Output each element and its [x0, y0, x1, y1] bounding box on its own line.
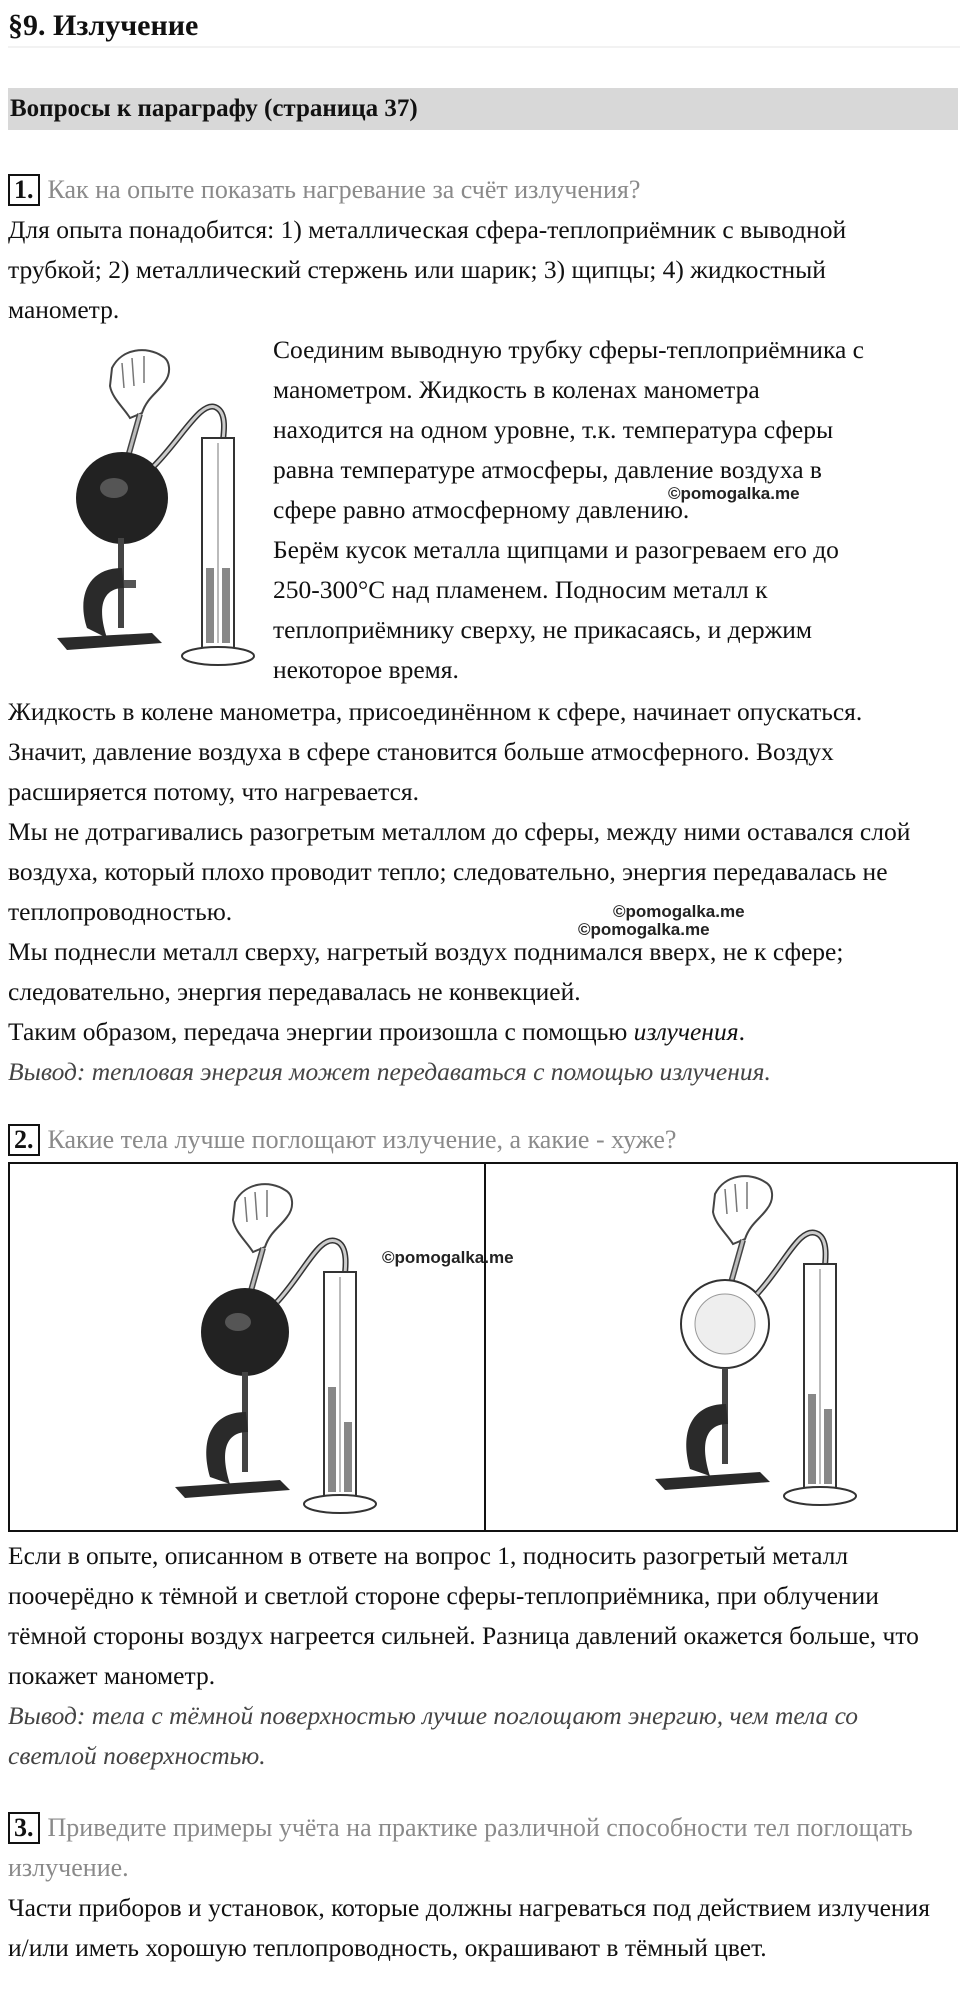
watermark: ©pomogalka.me	[668, 484, 800, 503]
q2-answer-paragraph: Если в опыте, описанном в ответе на вопрос 1, подносить разогретый металл поочерёдно к тёмной и светлой стороне сферы-теплоприёмника, при облучении тёмной стороны воздух нагреется сильней. Разница давлений окажется больше, что покажет манометр.	[8, 1541, 919, 1690]
figure-comparison-box	[8, 1162, 958, 1532]
question-text-3: Приведите примеры учёта на практике различной способности тел поглощать излучение.	[8, 1813, 913, 1882]
q1-description-line: Соединим выводную трубку сферы-теплоприёмника с	[273, 335, 864, 364]
q1-conduction-paragraph: Мы не дотрагивались разогретым металлом до сферы, между ними оставался слой воздуха, который плохо проводит тепло; следовательно, энергия передавалась не теплопроводностью.	[8, 817, 911, 926]
q2-conclusion: Вывод: тела с тёмной поверхностью лучше поглощают энергию, чем тела со светлой поверхностью.	[8, 1701, 859, 1770]
title-divider	[8, 46, 960, 48]
q1-description-line: находится на одном уровне, т.к. температура сферы	[273, 415, 834, 444]
watermark: ©pomogalka.me	[613, 902, 745, 921]
figure-light-sphere	[640, 1164, 870, 1514]
watermark: ©pomogalka.me	[578, 920, 710, 939]
q1-description-line: 250-300°С над пламенем. Подносим металл к	[273, 575, 768, 604]
question-text-2: Какие тела лучше поглощают излучение, а какие - хуже?	[47, 1125, 677, 1154]
q3-answer-paragraph: Части приборов и установок, которые должны нагреваться под действием излучения и/или иметь хорошую теплопроводность, окрашивают в тёмный цвет.	[8, 1893, 930, 1962]
question-1	[8, 170, 640, 210]
question-text-1: Как на опыте показать нагревание за счёт излучения?	[47, 175, 641, 204]
q1-description-line: равна температуре атмосферы, давление воздуха в	[273, 455, 822, 484]
watermark: ©pomogalka.me	[382, 1248, 514, 1267]
question-2	[8, 1120, 676, 1160]
question-number-3: 3.	[8, 1812, 40, 1844]
q1-description	[273, 330, 960, 690]
figure-divider	[484, 1164, 486, 1530]
q1-summary-emphasis: излучения	[633, 1017, 739, 1046]
question-number-1: 1.	[8, 174, 40, 206]
q1-description-line: теплоприёмнику сверху, не прикасаясь, и держим	[273, 615, 813, 644]
q1-description-line: манометром. Жидкость в коленах манометра	[273, 375, 760, 404]
page-title: §9. Излучение	[8, 9, 199, 42]
q1-convection-paragraph: Мы поднесли металл сверху, нагретый воздух поднимался вверх, не к сфере; следовательно, энергия передавалась не конвекцией.	[8, 937, 844, 1006]
q1-summary-end: .	[738, 1017, 745, 1046]
q1-description-line: Берём кусок металла щипцами и разогреваем его до	[273, 535, 839, 564]
question-number-2: 2.	[8, 1124, 40, 1156]
question-3	[8, 1808, 948, 1888]
q1-result-paragraph: Жидкость в колене манометра, присоединённом к сфере, начинает опускаться. Значит, давление воздуха в сфере становится больше атмосферного. Воздух расширяется потому, что нагревается.	[8, 697, 863, 806]
q1-description-line: некоторое время.	[273, 655, 459, 684]
figure-sphere-manometer	[52, 338, 264, 678]
q1-description-line: сфере равно атмосферному давлению.	[273, 495, 690, 524]
q1-materials-paragraph: Для опыта понадобится: 1) металлическая сфера-теплоприёмник с выводной трубкой; 2) металлический стержень или шарик; 3) щипцы; 4) жидкостный манометр.	[8, 215, 847, 324]
section-heading: Вопросы к параграфу (страница 37)	[8, 88, 958, 130]
figure-dark-sphere	[160, 1172, 390, 1522]
q1-summary-paragraph	[8, 1012, 938, 1052]
q1-conclusion: Вывод: тепловая энергия может передаваться с помощью излучения.	[8, 1057, 771, 1086]
q1-summary-text: Таким образом, передача энергии произошла с помощью	[8, 1017, 634, 1046]
